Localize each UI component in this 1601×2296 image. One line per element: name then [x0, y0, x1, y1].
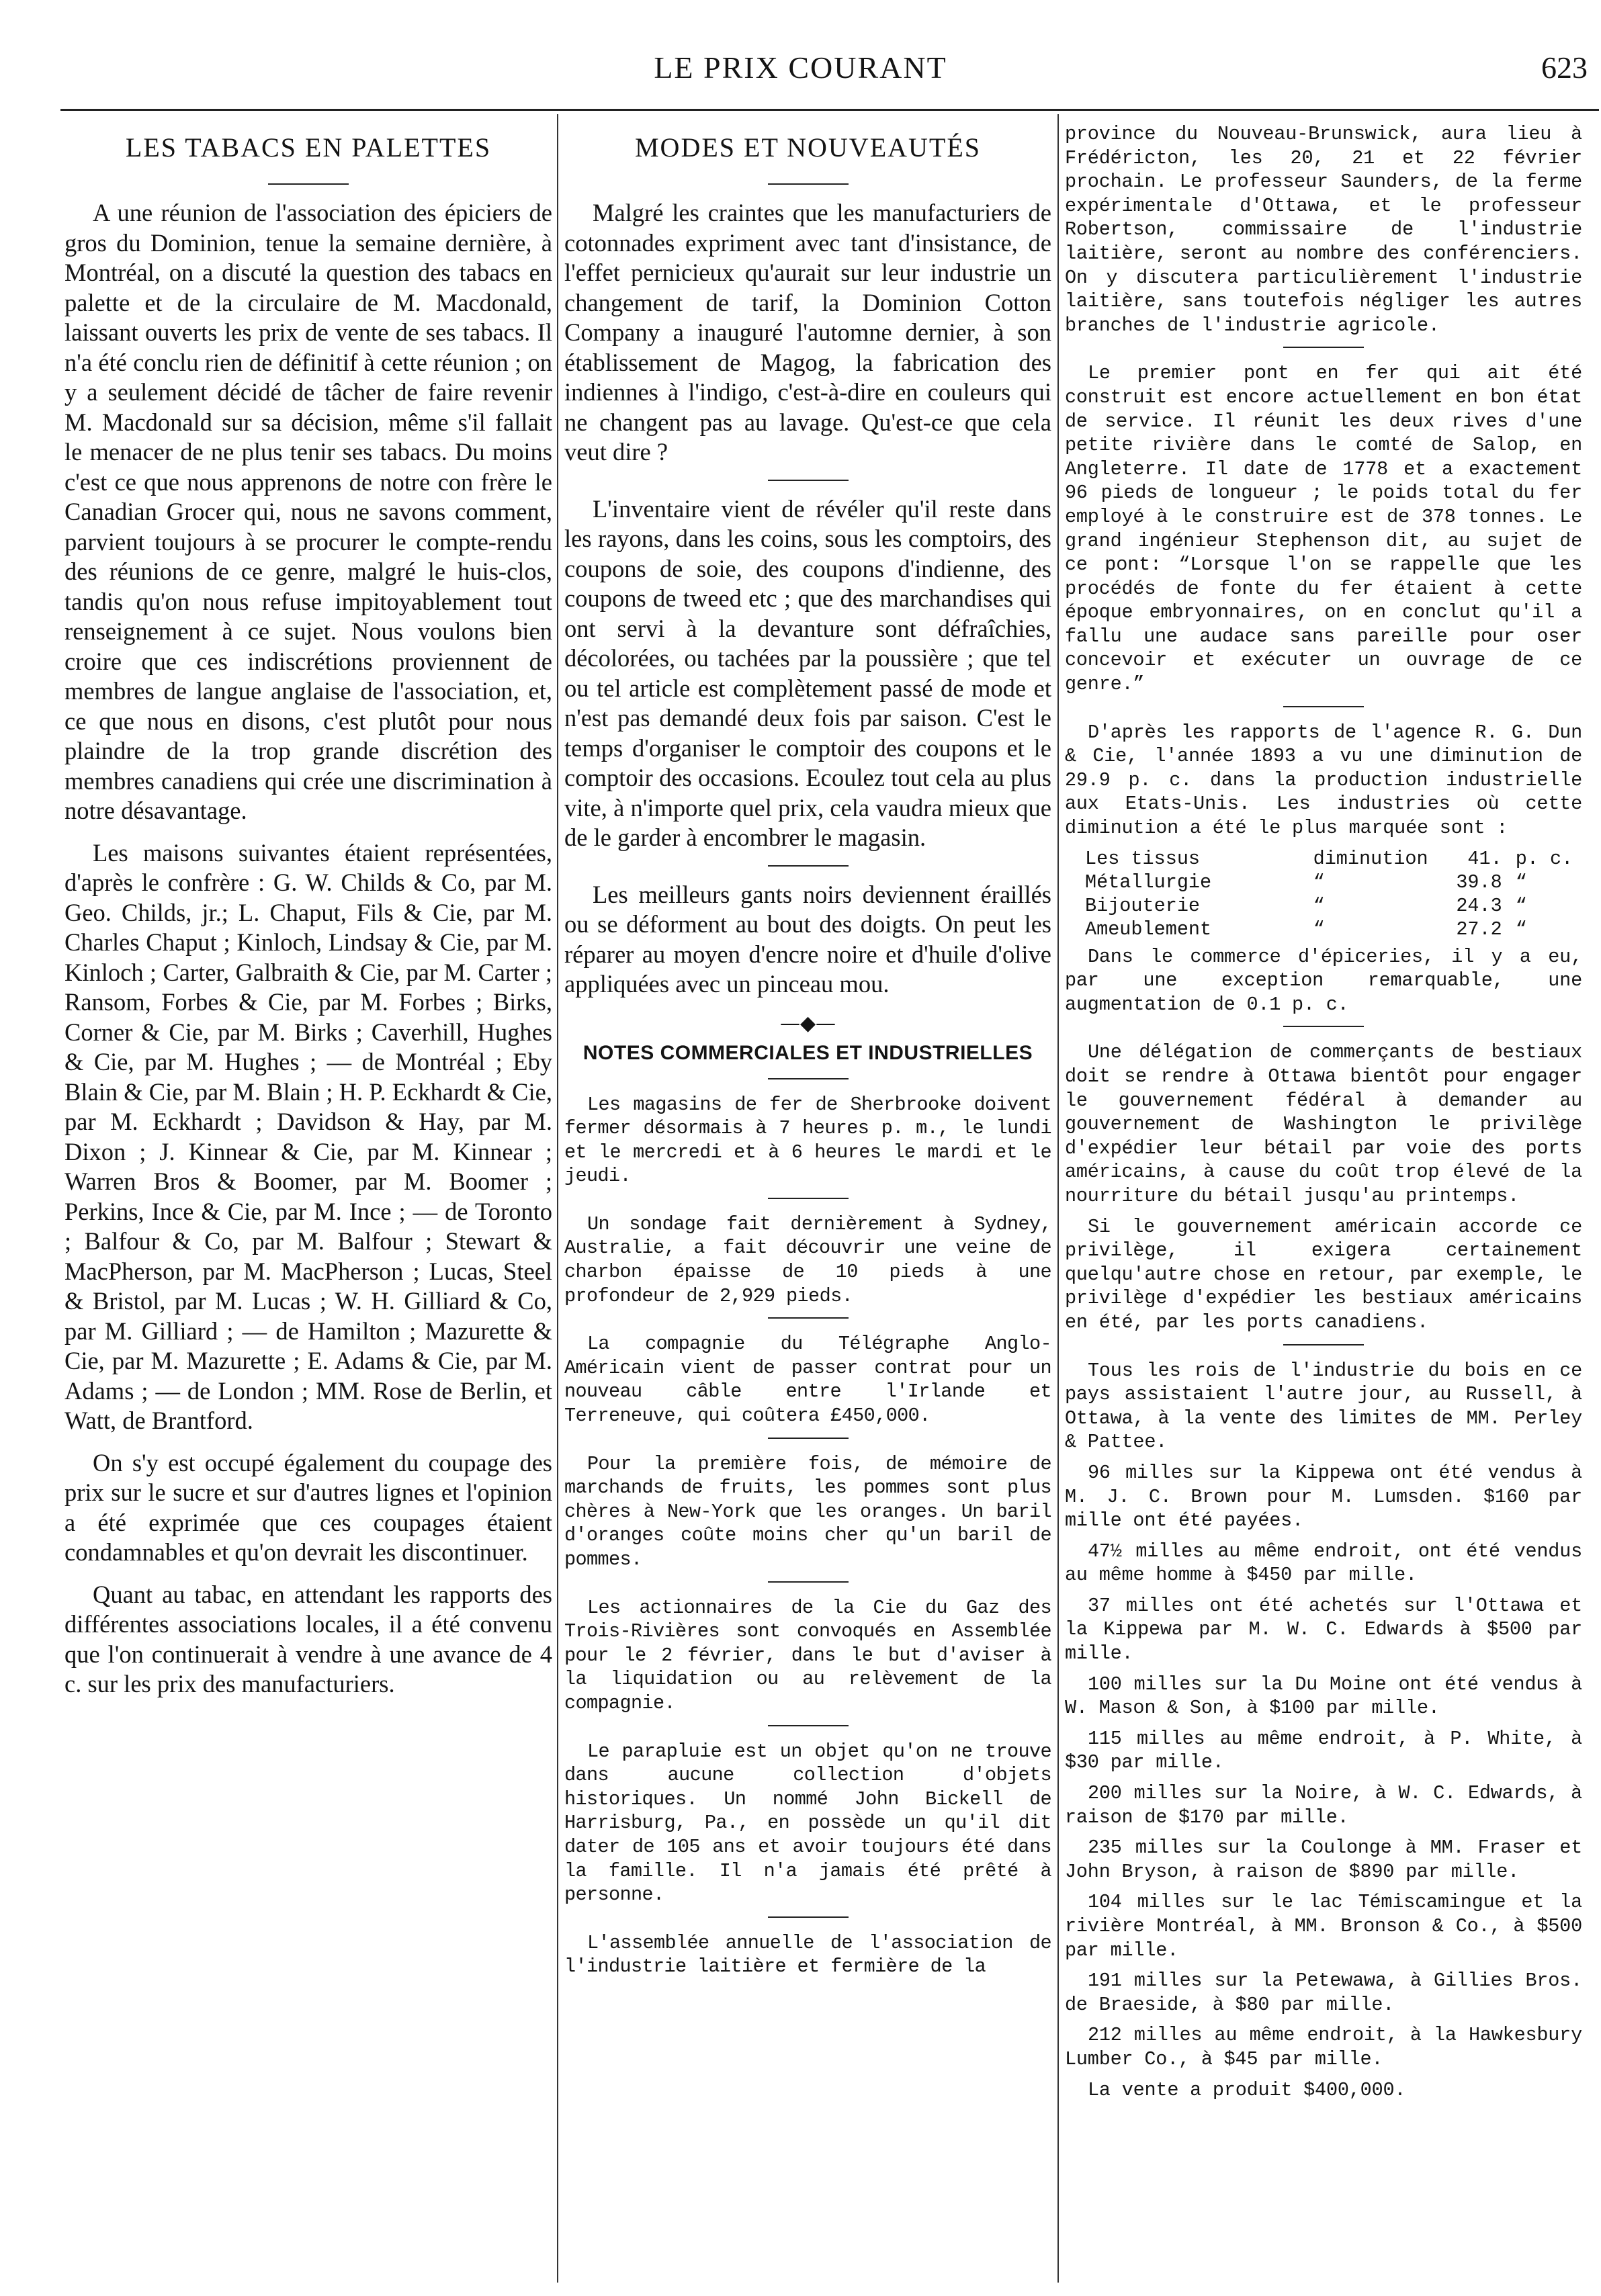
sale-item: 37 milles ont été achetés sur l'Ottawa et la Kippewa par M. W. C. Edwards à $500 par mille. [1065, 1594, 1582, 1665]
note-item: Le parapluie est un objet qu'on ne trouve dans aucune collection d'objets historiques. Un nommé John Bickell de Harrisburg, Pa., en possède un qu'il dit dater de 105 ans et avoir toujours été dans la famille. Il n'a jamais été prêté à personne. [564, 1740, 1051, 1906]
note-item: La compagnie du Télégraphe Anglo-Américain vient de passer contrat pour un nouveau câble entre l'Irlande et Terreneuve, qui coûtera £450,000. [564, 1333, 1051, 1427]
table-cell-label: Ameublement [1085, 918, 1212, 940]
note-item: Tous les rois de l'industrie du bois en ce pays assistaient l'autre jour, au Russell, à Ottawa, à la vente des limites de MM. Perley & Pattee. [1065, 1359, 1582, 1454]
masthead [0, 40, 1601, 94]
section-rule [768, 1725, 849, 1726]
table-row [1065, 871, 1582, 894]
note-item: Pour la première fois, de mémoire de marchands de fruits, les pommes sont plus chères à New-York que les oranges. Un baril d'oranges coûte moins cher qu'un baril de pommes. [564, 1452, 1051, 1571]
sale-item: 100 milles sur la Du Moine ont été vendus à W. Mason & Son, à $100 par mille. [1065, 1673, 1582, 1720]
headline-rule [268, 183, 349, 185]
column-divider [1057, 114, 1059, 2283]
table-cell-value: 27.2 [1456, 918, 1502, 940]
sale-item: 235 milles sur la Coulonge à MM. Fraser et John Bryson, à raison de $890 par mille. [1065, 1837, 1582, 1883]
article-paragraph: A une réunion de l'association des épiciers de gros du Dominion, tenue la semaine dernière, à Montréal, on a discuté la question des tabacs en palette et de la circulaire de M. Macdonald, laissant ouverts les prix de vente de ses tabacs. Il n'a été conclu rien de définitif à cette réunion ; on y a seulement décidé de tâcher de faire revenir M. Macdonald sur sa décision, même s'il fallait le menacer de ne plus tenir ses tabacs. Du moins c'est ce que nous apprenons de notre con frère le Canadian Grocer qui, nous ne savons comment, parvient toujours à se procurer le compte-rendu des réunions de ce genre, malgré le huis-clos, tandis qu'on nous refuse impitoyablement tout renseignement à ce sujet. Nous voulons bien croire que ces indiscrétions proviennent de membres de langue anglaise de l'association, et, ce que nous en disons, c'est plutôt pour nous plaindre de la trop grande discrétion des membres canadiens qui crée une discrimination à notre désavantage. [64, 199, 552, 824]
note-item: Un sondage fait dernièrement à Sydney, Australie, a fait découvrir une veine de charbon épaisse de 10 pieds à une profondeur de 2,929 pieds. [564, 1212, 1051, 1307]
note-item: Les magasins de fer de Sherbrooke doivent fermer désormais à 7 heures p. m., le lundi et le mercredi et à 6 heures le mardi et le jeudi. [564, 1093, 1051, 1188]
section-rule [768, 480, 849, 481]
table-row [1065, 918, 1582, 941]
section-rule [768, 1198, 849, 1199]
publication-title: LE PRIX COURANT [654, 50, 947, 85]
section-rule [1283, 1344, 1364, 1345]
table-row [1065, 847, 1582, 871]
section-rule [768, 865, 849, 867]
section-rule [768, 1438, 849, 1439]
sale-item: 200 milles sur la Noire, à W. C. Edwards, à raison de $170 par mille. [1065, 1782, 1582, 1828]
table-row [1065, 894, 1582, 918]
note-item: D'après les rapports de l'agence R. G. Dun & Cie, l'année 1893 a vu une diminution de 29.9 p. c. dans la production industrielle aux Etats-Unis. Les industries où cette diminution a été le plus marquée sont : [1065, 721, 1582, 840]
table-cell-unit: “ [1515, 871, 1527, 893]
section-rule [768, 1078, 849, 1079]
sale-item: 115 milles au même endroit, à P. White, à $30 par mille. [1065, 1727, 1582, 1774]
sale-item: 47½ milles au même endroit, ont été vendus au même homme à $450 par mille. [1065, 1540, 1582, 1587]
table-cell-label: Métallurgie [1085, 871, 1212, 893]
section-headline-notes: NOTES COMMERCIALES ET INDUSTRIELLES [582, 1041, 1033, 1064]
article-paragraph: Les meilleurs gants noirs deviennent éraillés ou se déforment au bout des doigts. On peut les réparer au moyen d'encre noire et d'huile d'olive appliquées avec un pinceau mou. [564, 880, 1051, 998]
note-item: L'assemblée annuelle de l'association de l'industrie laitière et fermière de la [564, 1931, 1051, 1978]
note-item: Si le gouvernement américain accorde ce privilège, il exigera certainement quelqu'autre chose en retour, par exemple, le privilège d'expédier les bestiaux américains en été, par les ports canadiens. [1065, 1215, 1582, 1333]
note-item-continued: province du Nouveau-Brunswick, aura lieu à Frédéricton, les 20, 21 et 22 février prochain. Le professeur Saunders, de la ferme expérimentale d'Ottawa, et le professeur Robertson, commissaire de l'industrie laitière, seront au nombre des conférenciers. On y discutera particulièrement l'industrie laitière, sans toutefois négliger les autres branches de l'industrie agricole. [1065, 123, 1582, 337]
table-cell-value: 39.8 [1456, 871, 1502, 893]
article-headline-modes: MODES ET NOUVEAUTÉS [634, 132, 982, 163]
article-headline-tabacs: LES TABACS EN PALETTES [125, 132, 492, 163]
table-cell-mid: diminution [1313, 847, 1428, 870]
article-paragraph: Les maisons suivantes étaient représentées, d'après le confrère : G. W. Childs & Co, par M. Geo. Childs, jr.; L. Chaput, Fils & Cie, par M. Charles Chaput ; Kinloch, Lindsay & Cie, par M. Kinloch ; Carter, Galbraith & Cie, par M. Carter ; Ransom, Forbes & Cie, par M. Forbes ; Birks, Corner & Cie, par M. Birks ; Caverhill, Hughes & Cie, par M. Hughes ; — de Montréal ; Eby Blain & Cie, par M. Blain ; H. P. Eckhardt & Cie, par M. Eckhardt ; Davidson & Hay, par M. Dixon ; J. Kinnear & Cie, par M. Kinnear ; Warren Bros & Boomer, par M. Boomer ; Perkins, Ince & Cie, par M. Ince ; — de Toronto ; Balfour & Co, par M. Balfour ; Stewart & MacPherson, par M. MacPherson ; Lucas, Steel & Bristol, par M. Lucas ; W. H. Gilliard & Co, par M. Gilliard ; — de Hamilton ; Mazurette & Cie, par M. Mazurette ; E. Adams & Cie, par M. Adams ; — de London ; MM. Rose de Berlin, et Watt, de Brantford. [64, 838, 552, 1434]
table-cell-mid: “ [1313, 894, 1325, 917]
table-cell-unit: p. c. [1515, 847, 1573, 870]
sale-item: La vente a produit $400,000. [1088, 2078, 1406, 2101]
column-2 [564, 122, 1051, 2276]
note-item: Dans le commerce d'épiceries, il y a eu, par une exception remarquable, une augmentation de 0.1 p. c. [1065, 945, 1582, 1016]
section-rule [768, 1581, 849, 1583]
note-item: Le premier pont en fer qui ait été construit est encore actuellement en bon état de service. Il réunit les deux rives d'une petite rivière dans le comté de Salop, en Angleterre. Il date de 1778 et a exactement 96 pieds de longueur ; le poids total du fer employé à le construire est de 378 tonnes. Le grand ingénieur Stephenson dit, au sujet de ce pont: “Lorsque l'on se rappelle que les procédés de fonte du fer étaient à cette époque embryonnaires, on en conclut qu'il a fallu une audace sans pareille pour oser concevoir et exécuter un ouvrage de ce genre.” [1065, 362, 1582, 696]
section-rule [1283, 706, 1364, 707]
column-3 [1065, 122, 1582, 2276]
section-rule [768, 1916, 849, 1918]
ornament-divider: —◆— [779, 1011, 836, 1035]
section-rule [1283, 347, 1364, 348]
article-paragraph: L'inventaire vient de révéler qu'il reste dans les rayons, dans les coins, sous les comptoirs, des coupons de soie, des coupons d'indienne, des coupons de tweed etc ; que des marchandises qui ont servi à la devanture sont défraîchies, décolorées, ou tachées par la poussière ; que tel ou tel article est complètement passé de mode et n'est pas demandé deux fois par saison. C'est le temps d'organiser le comptoir des coupons et le comptoir des occasions. Ecoulez tout cela au plus vite, à n'importe quel prix, cela vaudra mieux que de le garder à encombrer le magasin. [564, 494, 1051, 851]
table-cell-value: 24.3 [1456, 894, 1502, 917]
headline-rule [768, 183, 849, 185]
table-cell-unit: “ [1515, 894, 1527, 917]
header-rule [60, 109, 1599, 111]
table-cell-label: Bijouterie [1085, 894, 1201, 917]
page-number: 623 [1541, 50, 1588, 85]
article-paragraph: Quant au tabac, en attendant les rapports des différentes associations locales, il a été convenu que l'on continuerait à vendre à une avance de 4 c. sur les prix des manufacturiers. [64, 1580, 552, 1697]
sale-item: 191 milles sur la Petewawa, à Gillies Bros. de Braeside, à $80 par mille. [1065, 1970, 1582, 2016]
section-rule [1283, 1026, 1364, 1027]
section-rule [768, 1317, 849, 1319]
table-cell-unit: “ [1515, 918, 1527, 940]
table-cell-mid: “ [1313, 871, 1325, 893]
column-1 [64, 122, 552, 2276]
table-cell-value: 41. [1467, 847, 1502, 870]
sale-item: 104 milles sur le lac Témiscamingue et la rivière Montréal, à MM. Bronson & Co., à $500 par mille. [1065, 1891, 1582, 1961]
article-paragraph: On s'y est occupé également du coupage des prix sur le sucre et sur d'autres lignes et l'opinion a été exprimée que ces coupages étaient condamnables et qu'on devrait les discontinuer. [64, 1448, 552, 1566]
table-cell-mid: “ [1313, 918, 1325, 940]
industry-decline-table [1065, 847, 1582, 941]
note-item: Une délégation de commerçants de bestiaux doit se rendre à Ottawa bientôt pour engager le gouvernement fédéral à demander au gouvernement de Washington le privilège d'expédier leur bétail par voie des ports américains, à cause du coût trop élevé de la nourriture du bétail jusqu'au printemps. [1065, 1041, 1582, 1207]
column-divider [557, 114, 558, 2283]
note-item: Les actionnaires de la Cie du Gaz des Trois-Rivières sont convoqués en Assemblée pour le 2 février, dans le but d'aviser à la liquidation ou au relèvement de la compagnie. [564, 1596, 1051, 1714]
table-cell-label: Les tissus [1085, 847, 1201, 870]
sale-item: 212 milles au même endroit, à la Hawkesbury Lumber Co., à $45 par mille. [1065, 2024, 1582, 2070]
sale-item: 96 milles sur la Kippewa ont été vendus à M. J. C. Brown pour M. Lumsden. $160 par mille ont été payées. [1065, 1461, 1582, 1532]
article-paragraph: Malgré les craintes que les manufacturiers de cotonnades expriment avec tant d'insistance, de l'effet pernicieux qu'aurait sur leur industrie un changement de tarif, la Dominion Cotton Company a inauguré l'automne dernier, à son établissement de Magog, la fabrication des indiennes à l'indigo, c'est-à-dire en couleurs qui ne changent pas au lavage. Qu'est-ce que cela veut dire ? [564, 199, 1051, 466]
